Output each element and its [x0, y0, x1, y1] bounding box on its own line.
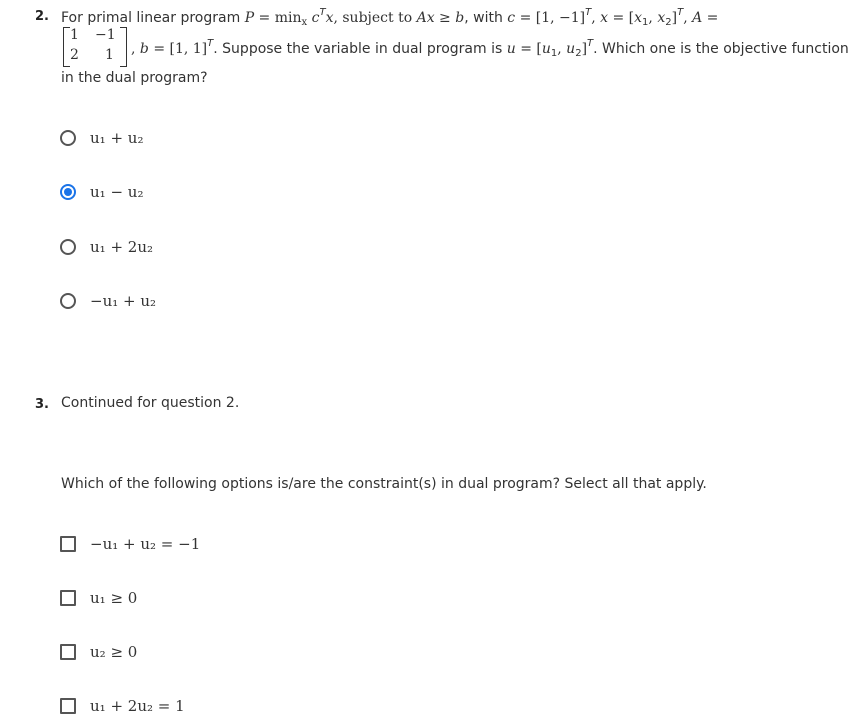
- option-label: u₂ ≥ 0: [90, 643, 138, 661]
- question-text-line3: in the dual program?: [61, 70, 208, 86]
- matrix-cell: 1: [105, 47, 114, 63]
- matrix-cell: 2: [70, 47, 79, 63]
- answer-option[interactable]: [60, 586, 137, 610]
- question-number: 3.: [35, 397, 49, 412]
- question-prompt: Which of the following options is/are the constraint(s) in dual program? Select all that apply.: [61, 476, 707, 492]
- radio-button-selected[interactable]: [60, 184, 76, 200]
- checkbox[interactable]: [60, 644, 76, 660]
- question-number: 2.: [35, 9, 49, 24]
- option-label: −u₁ + u₂ = −1: [90, 535, 201, 553]
- radio-button[interactable]: [60, 130, 76, 146]
- answer-option[interactable]: [60, 126, 143, 150]
- question-text-line1: For primal linear program $P = \min_x c^Tx$, subject to Ax ≥ b, with c = [1, −1]$^T$, $x = [x_1$, $x_2]^T$, A =: [61, 7, 719, 28]
- answer-option[interactable]: [60, 640, 137, 664]
- checkbox[interactable]: [60, 536, 76, 552]
- answer-option[interactable]: [60, 180, 143, 204]
- radio-button[interactable]: [60, 293, 76, 309]
- checkbox[interactable]: [60, 698, 76, 714]
- radio-button[interactable]: [60, 239, 76, 255]
- answer-option[interactable]: [60, 694, 185, 718]
- matrix-A: [61, 27, 129, 67]
- option-label: −u₁ + u₂: [90, 292, 157, 310]
- matrix-cell: 1: [70, 27, 79, 43]
- matrix-left-bracket: [63, 27, 70, 67]
- option-label: u₁ ≥ 0: [90, 589, 138, 607]
- option-label: u₁ + u₂: [90, 129, 144, 147]
- question-text-line2: , b = [1, 1]$^T$. Suppose the variable in dual program is $u = [u_1$, $u_2]^T$. Which one is the objective function: [131, 38, 849, 59]
- option-label: u₁ − u₂: [90, 183, 144, 201]
- question-title: Continued for question 2.: [61, 395, 240, 411]
- option-label: u₁ + 2u₂ = 1: [90, 697, 185, 715]
- matrix-cell: −1: [95, 27, 116, 43]
- option-label: u₁ + 2u₂: [90, 238, 153, 256]
- answer-option[interactable]: [60, 235, 153, 259]
- answer-option[interactable]: [60, 289, 156, 313]
- checkbox[interactable]: [60, 590, 76, 606]
- answer-option[interactable]: [60, 532, 200, 556]
- matrix-right-bracket: [120, 27, 127, 67]
